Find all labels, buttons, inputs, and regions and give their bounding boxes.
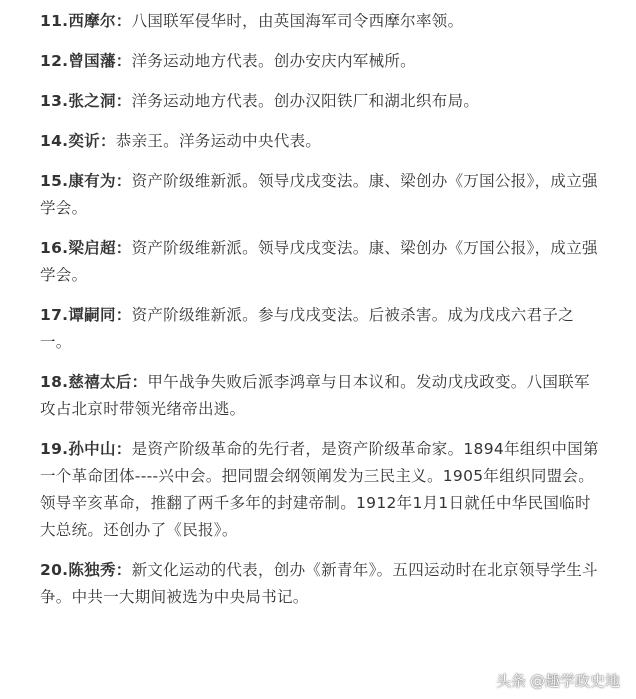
entry-number: 16. — [40, 239, 69, 257]
entry-description: 恭亲王。洋务运动中央代表。 — [115, 132, 322, 150]
entry-number: 15. — [40, 172, 69, 190]
entry-name: 梁启超 — [68, 239, 116, 257]
entry-description: 资产阶级维新派。领导戊戌变法。康、梁创办《万国公报》，成立强学会。 — [40, 239, 598, 284]
entry-18 — [40, 369, 600, 423]
entry-separator: ： — [115, 440, 132, 458]
entry-16 — [40, 235, 600, 289]
entry-number: 18. — [40, 373, 69, 391]
entry-name: 张之洞 — [68, 92, 116, 110]
entry-15 — [40, 168, 600, 222]
entry-name: 康有为 — [68, 172, 116, 190]
entry-separator: ： — [115, 561, 132, 579]
watermark-platform: 头条 — [495, 672, 526, 690]
entry-separator: ： — [115, 239, 132, 257]
entry-separator: ： — [115, 12, 132, 30]
entry-name: 曾国藩 — [68, 52, 116, 70]
watermark — [496, 670, 620, 691]
entry-description: 资产阶级维新派。领导戊戌变法。康、梁创办《万国公报》，成立强学会。 — [40, 172, 598, 217]
entry-description: 洋务运动地方代表。创办安庆内军械所。 — [131, 52, 416, 70]
entry-number: 11. — [40, 12, 69, 30]
watermark-account: @趣学政史地 — [529, 672, 620, 690]
entry-19 — [40, 436, 600, 544]
entry-number: 17. — [40, 306, 69, 324]
entry-name: 陈独秀 — [68, 561, 116, 579]
entry-name: 谭嗣同 — [68, 306, 116, 324]
entry-13 — [40, 88, 600, 115]
entry-number: 14. — [40, 132, 69, 150]
entry-description: 八国联军侵华时，由英国海军司令西摩尔率领。 — [131, 12, 464, 30]
entry-name: 奕䜣 — [68, 132, 100, 150]
entry-separator: ： — [115, 52, 132, 70]
entry-description: 新文化运动的代表，创办《新青年》。五四运动时在北京领导学生斗争。中共一大期间被选为中央局书记。 — [40, 561, 598, 606]
entry-number: 12. — [40, 52, 69, 70]
entry-number: 19. — [40, 440, 69, 458]
entry-description: 资产阶级维新派。参与戊戌变法。后被杀害。成为戊戌六君子之一。 — [40, 306, 574, 351]
entry-14 — [40, 128, 600, 155]
entry-description: 是资产阶级革命的先行者，是资产阶级革命家。1894年组织中国第一个革命团体----兴中会。把同盟会纲领阐发为三民主义。1905年组织同盟会。领导辛亥革命，推翻了两千多年的封建帝制。1912年1月1日就任中华民国临时大总统。还创办了《民报》。 — [40, 440, 599, 539]
entry-description: 甲午战争失败后派李鸿章与日本议和。发动戊戌政变。八国联军攻占北京时带领光绪帝出逃。 — [40, 373, 590, 418]
entry-17 — [40, 302, 600, 356]
entry-separator: ： — [115, 172, 132, 190]
entry-separator: ： — [99, 132, 116, 150]
entry-separator: ： — [115, 92, 132, 110]
entry-20 — [40, 557, 600, 611]
article-body — [40, 8, 600, 624]
entry-name: 西摩尔 — [68, 12, 116, 30]
entry-11 — [40, 8, 600, 35]
entry-description: 洋务运动地方代表。创办汉阳铁厂和湖北织布局。 — [131, 92, 480, 110]
entry-number: 13. — [40, 92, 69, 110]
entry-12 — [40, 48, 600, 75]
entry-name: 孙中山 — [68, 440, 116, 458]
entry-number: 20. — [40, 561, 69, 579]
entry-separator: ： — [115, 306, 132, 324]
entry-name: 慈禧太后 — [68, 373, 132, 391]
entry-separator: ： — [131, 373, 148, 391]
